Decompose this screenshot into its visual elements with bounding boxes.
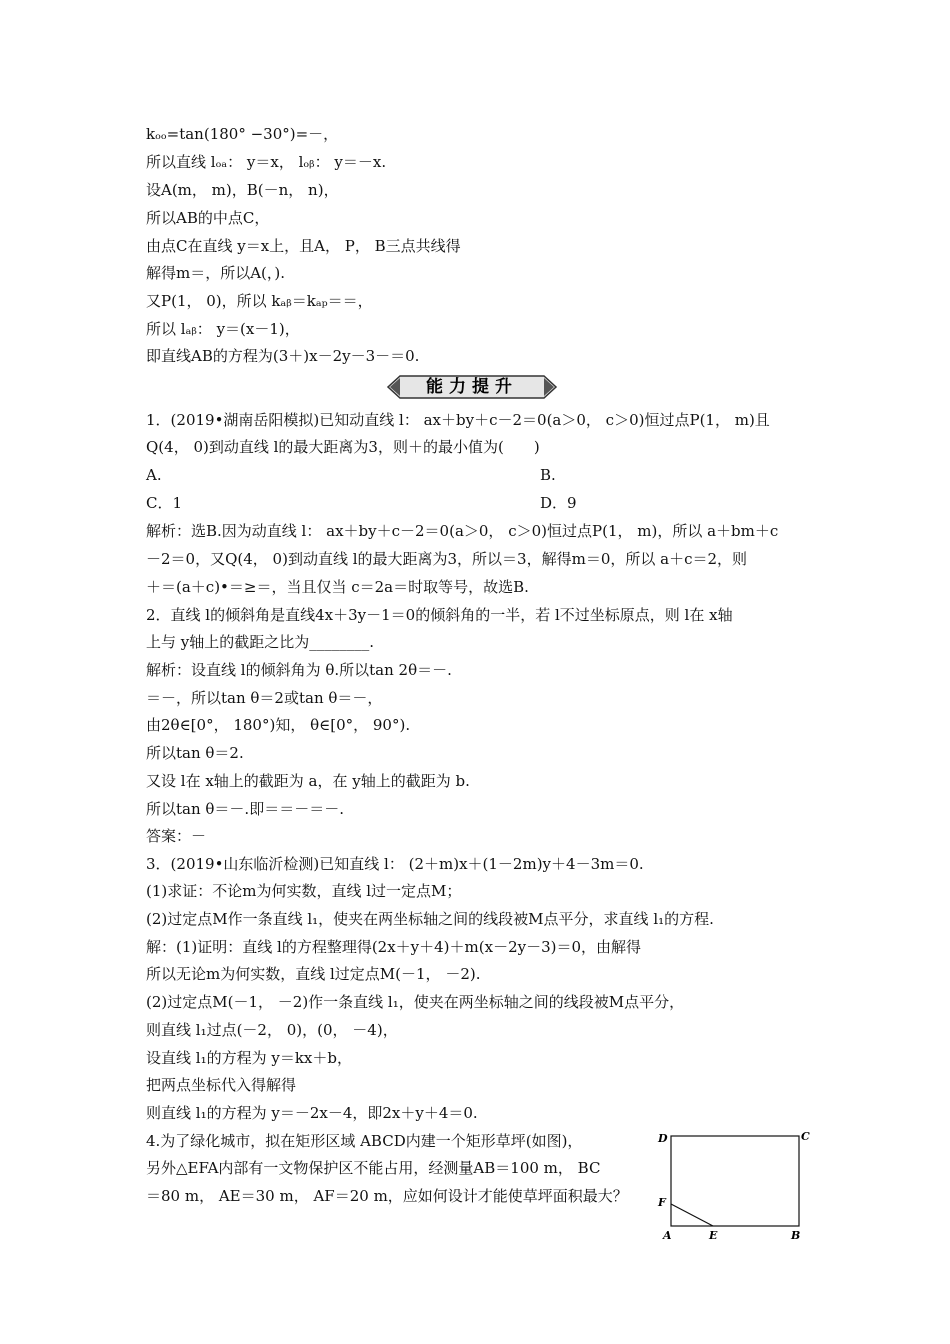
option-c: C．1 (146, 494, 183, 512)
text-line: 所以AB的中点C， (146, 209, 270, 227)
text-line: 又P(1， 0)，所以 kₐᵦ＝kₐₚ＝＝， (146, 292, 373, 310)
rectangle-figure (655, 1128, 815, 1247)
section-title: 能力提升 (426, 377, 518, 397)
solution-line: ＋＝(a＋c)•＝≥＝，当且仅当 c＝2a＝时取等号，故选B. (146, 578, 529, 596)
text-line: 所以直线 lₒₐ： y＝x， lₒᵦ： y＝－x. (146, 153, 387, 171)
solution-line: 设直线 l₁的方程为 y＝kx＋b， (146, 1049, 352, 1067)
label-b: B (791, 1229, 801, 1242)
solution-line: 所以tan θ＝2. (146, 744, 244, 762)
option-b: B. (540, 466, 556, 484)
rectangle-abcd (671, 1136, 799, 1226)
solution-line: 所以无论m为何实数，直线 l过定点M(－1， －2). (146, 965, 481, 983)
solution-line: －2＝0，又Q(4， 0)到动直线 l的最大距离为3，所以＝3，解得m＝0，所以 a＋c＝2，则 (146, 550, 748, 568)
question-3-line: 3．(2019•山东临沂检测)已知直线 l： (2＋m)x＋(1－2m)y＋4－3m＝0. (146, 855, 644, 873)
text-line: 即直线AB的方程为(3＋)x－2y－3－＝0. (146, 347, 420, 365)
segment-ef (671, 1204, 713, 1226)
question-2-line: 上与 y轴上的截距之比为________. (146, 633, 375, 651)
label-e: E (709, 1229, 718, 1242)
solution-line: 则直线 l₁过点(－2， 0)，(0， －4)， (146, 1021, 398, 1039)
solution-line: 则直线 l₁的方程为 y＝－2x－4，即2x＋y＋4＝0. (146, 1104, 478, 1122)
question-1-line: 1．(2019•湖南岳阳模拟)已知动直线 l： ax＋by＋c－2＝0(a＞0， c＞0)恒过点P(1， m)且 (146, 411, 770, 429)
solution-line: 所以tan θ＝－.即＝＝－＝－. (146, 800, 344, 818)
question-4-line: ＝80 m， AE＝30 m， AF＝20 m，应如何设计才能使草坪面积最大？ (146, 1187, 628, 1205)
solution-line: 解：(1)证明：直线 l的方程整理得(2x＋y＋4)＋m(x－2y－3)＝0，由解得 (146, 938, 642, 956)
text-line: 设A(m， m)，B(－n， n)， (146, 181, 339, 199)
solution-line: ＝－，所以tan θ＝2或tan θ＝－， (146, 689, 383, 707)
section-banner (386, 374, 558, 400)
text-line: kₒₒ=tan(180° −30°)=－， (146, 125, 339, 143)
label-d: D (658, 1132, 668, 1145)
solution-line: 解析：选B.因为动直线 l： ax＋by＋c－2＝0(a＞0， c＞0)恒过点P(1， m)，所以 a＋bm＋c (146, 522, 779, 540)
option-a: A. (146, 466, 162, 484)
question-4-line: 另外△EFA内部有一文物保护区不能占用，经测量AB＝100 m， BC (146, 1159, 601, 1177)
question-3-line: (1)求证：不论m为何实数，直线 l过一定点M； (146, 882, 462, 900)
question-4-line: 4.为了绿化城市，拟在矩形区域 ABCD内建一个矩形草坪(如图)， (146, 1132, 583, 1150)
solution-line: 由2θ∈[0°， 180°)知， θ∈[0°， 90°). (146, 716, 411, 734)
solution-line: (2)过定点M(－1， －2)作一条直线 l₁，使夹在两坐标轴之间的线段被M点平分， (146, 993, 685, 1011)
label-f: F (658, 1196, 666, 1209)
question-2-line: 2．直线 l的倾斜角是直线4x＋3y－1＝0的倾斜角的一半，若 l不过坐标原点，则 l在 x轴 (146, 606, 733, 624)
label-c: C (801, 1130, 810, 1143)
question-3-line: (2)过定点M作一条直线 l₁，使夹在两坐标轴之间的线段被M点平分，求直线 l₁的方程. (146, 910, 714, 928)
text-line: 解得m＝，所以A(，). (146, 264, 286, 282)
solution-line: 把两点坐标代入得解得 (146, 1076, 297, 1094)
label-a: A (663, 1229, 672, 1242)
text-line: 由点C在直线 y＝x上，且A， P， B三点共线得 (146, 237, 461, 255)
solution-line: 解析：设直线 l的倾斜角为 θ.所以tan 2θ＝－. (146, 661, 452, 679)
question-1-line: Q(4， 0)到动直线 l的最大距离为3，则＋的最小值为( ) (146, 438, 540, 456)
option-d: D．9 (540, 494, 577, 512)
text-line: 所以 lₐᵦ： y＝(x－1)， (146, 320, 300, 338)
answer-line: 答案：－ (146, 827, 207, 845)
solution-line: 又设 l在 x轴上的截距为 a，在 y轴上的截距为 b. (146, 772, 470, 790)
